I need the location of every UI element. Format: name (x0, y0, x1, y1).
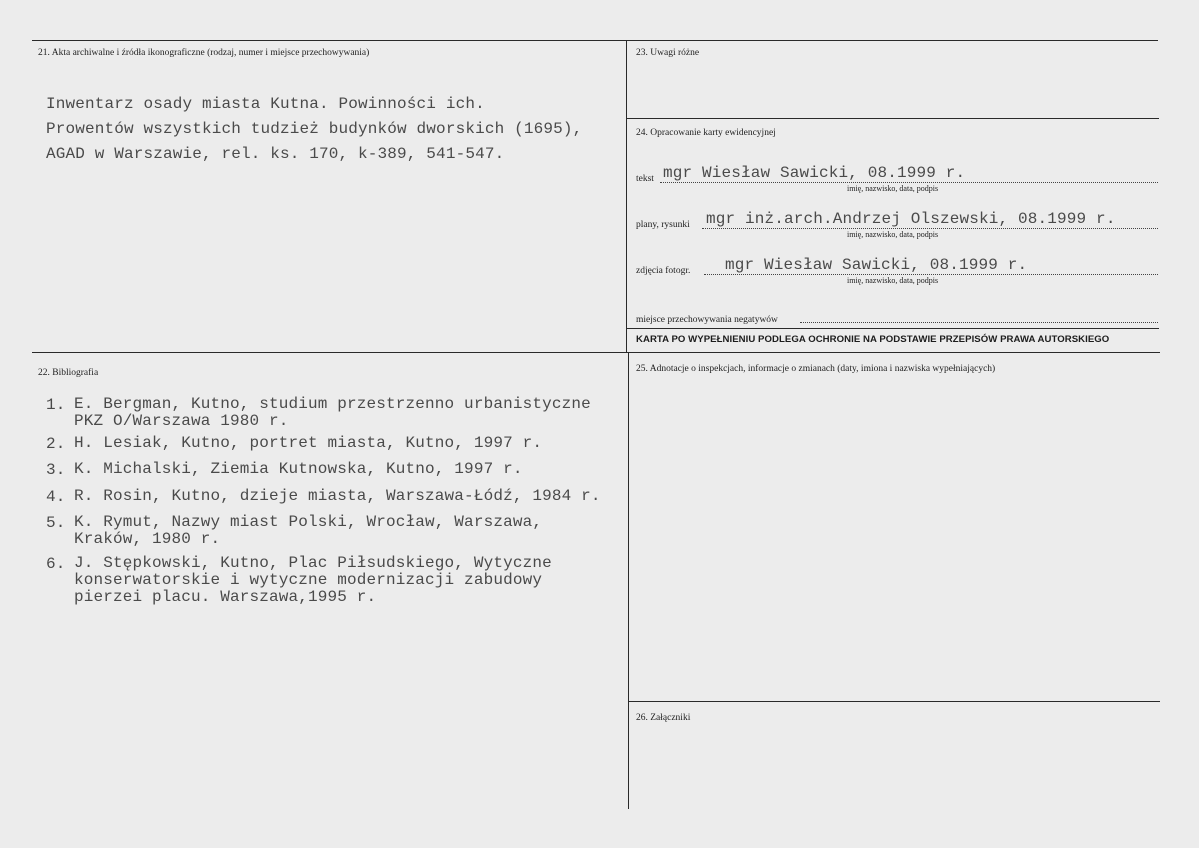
bibliography-item-number: 1. (46, 396, 66, 414)
divider-25-26 (629, 701, 1160, 702)
negatywy-label: miejsce przechowywania negatywów (636, 315, 778, 325)
section-24-label: 24. Opracowanie karty ewidencyjnej (636, 128, 776, 138)
top-border (32, 40, 1158, 41)
section-21-line-3: AGAD w Warszawie, rel. ks. 170, k-389, 541-547. (46, 145, 505, 163)
section-22-label: 22. Bibliografia (38, 368, 99, 378)
negatywy-dotted-line (800, 322, 1158, 323)
horizontal-divider-middle (32, 352, 1160, 353)
section-21-line-2: Prowentów wszystkich tudzież budynków dworskich (1695), (46, 120, 583, 138)
plany-value: mgr inż.arch.Andrzej Olszewski, 08.1999 r. (706, 210, 1116, 228)
section-25-label: 25. Adnotacje o inspekcjach, informacje o zmianach (daty, imiona i nazwiska wypełniających) (636, 364, 996, 374)
section-26-label: 26. Załączniki (636, 713, 691, 723)
zdjecia-dotted-line (704, 274, 1158, 275)
bibliography-item-number: 3. (46, 461, 66, 479)
copyright-notice: KARTA PO WYPEŁNIENIU PODLEGA OCHRONIE NA PODSTAWIE PRZEPISÓW PRAWA AUTORSKIEGO (636, 334, 1110, 345)
tekst-dotted-line (660, 182, 1158, 183)
section-21-label: 21. Akta archiwalne i źródła ikonograficzne (rodzaj, numer i miejsce przechowywania) (38, 48, 370, 58)
tekst-caption: imię, nazwisko, data, podpis (847, 184, 939, 193)
bibliography-item-number: 6. (46, 555, 66, 573)
section-23-label: 23. Uwagi różne (636, 48, 700, 58)
zdjecia-value: mgr Wiesław Sawicki, 08.1999 r. (725, 256, 1028, 274)
middle-vertical-divider-lower (628, 353, 629, 809)
middle-vertical-divider-upper (626, 40, 627, 353)
zdjecia-label: zdjęcia fotogr. (636, 266, 691, 276)
bibliography-item-text: K. Michalski, Ziemia Kutnowska, Kutno, 1997 r. (74, 460, 523, 478)
tekst-value: mgr Wiesław Sawicki, 08.1999 r. (663, 164, 966, 182)
section-21-line-1: Inwentarz osady miasta Kutna. Powinności ich. (46, 95, 485, 113)
bibliography-item-text: J. Stępkowski, Kutno, Plac Piłsudskiego, Wytyczne konserwatorskie i wytyczne modernizacji zabudowy pierzei placu. Warszawa,1995 r. (74, 554, 552, 606)
plany-label: plany, rysunki (636, 220, 690, 230)
bibliography-item-number: 2. (46, 435, 66, 453)
divider-notice-top (627, 328, 1159, 329)
bibliography-item-text: H. Lesiak, Kutno, portret miasta, Kutno, 1997 r. (74, 434, 543, 452)
bibliography-item-number: 4. (46, 488, 66, 506)
tekst-label: tekst (636, 174, 654, 184)
bibliography-item-text: K. Rymut, Nazwy miast Polski, Wrocław, Warszawa, Kraków, 1980 r. (74, 513, 543, 548)
zdjecia-caption: imię, nazwisko, data, podpis (847, 276, 939, 285)
plany-dotted-line (702, 228, 1158, 229)
bibliography-item-text: E. Bergman, Kutno, studium przestrzenno urbanistyczne PKZ O/Warszawa 1980 r. (74, 395, 591, 430)
bibliography-item-text: R. Rosin, Kutno, dzieje miasta, Warszawa-Łódź, 1984 r. (74, 487, 601, 505)
bibliography-item-number: 5. (46, 514, 66, 532)
plany-caption: imię, nazwisko, data, podpis (847, 230, 939, 239)
divider-23-24 (627, 118, 1159, 119)
